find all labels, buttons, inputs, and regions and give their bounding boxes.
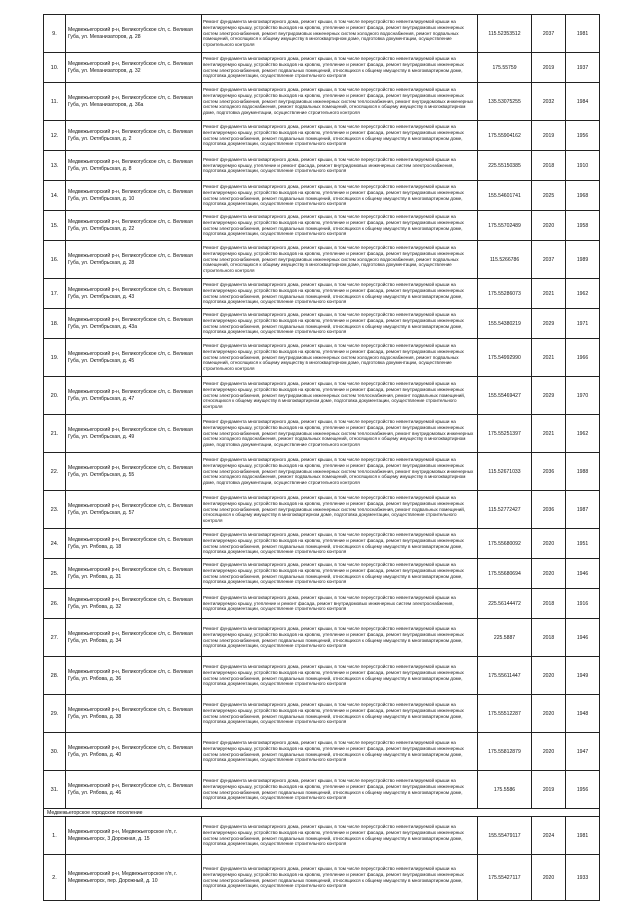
cost-value: 225.56144472 [478,589,532,619]
cost-value: 175.55512287 [478,695,532,733]
building-address: Медвежьегорский р-н, Великогубское с/п, с. Великая Губа, ул. Октябрьская, д. 55 [66,453,202,491]
section-row [44,809,600,817]
building-address: Медвежьегорский р-н, Великогубское с/п, с. Великая Губа, ул. Октябрьская, д. 49 [66,415,202,453]
row-number: 26. [44,589,66,619]
table-row [44,279,600,309]
build-year: 1948 [566,695,600,733]
repair-works: Ремонт фундамента многоквартирного дома, ремонт крыши, в том числе переустройство невентилируемой крыши на вентилируемую крышу, утепление и ремонт фасада, ремонт внутридомовых инженерных систем электроснабжения, подготовка документации, осуществление строительного контроля [202,589,478,619]
table-row [44,121,600,151]
cost-value: 175.55251397 [478,415,532,453]
table-row [44,377,600,415]
table-row [44,491,600,529]
cost-value: 225.5887 [478,619,532,657]
table-row [44,15,600,53]
build-year: 1981 [566,15,600,53]
table-row [44,771,600,809]
cost-value: 115.52353512 [478,15,532,53]
building-address: Медвежьегорский р-н, Великогубское с/п, с. Великая Губа, ул. Механизаторов, д. 32 [66,53,202,83]
row-number: 25. [44,559,66,589]
repair-works: Ремонт фундамента многоквартирного дома, ремонт крыши, в том числе переустройство невентилируемой крыши на вентилируемую крышу, устройство выходов на кровлю, утепление и ремонт фасада, ремонт внутридомовых инженерных систем электроснабжения, ремонт подвальных помещений, относящихся к общему имуществу в многоквартирном доме, подготовка документации, осуществление строительного контроля [202,817,478,855]
building-address: Медвежьегорский р-н, Великогубское с/п, с. Великая Губа, ул. Рябова, д. 32 [66,589,202,619]
row-number: 10. [44,53,66,83]
row-number: 2. [44,855,66,901]
building-address: Медвежьегорский р-н, Великогубское с/п, с. Великая Губа, ул. Октябрьская, д. 10 [66,181,202,211]
repair-works: Ремонт фундамента многоквартирного дома, ремонт крыши, в том числе переустройство невентилируемой крыши на вентилируемую крышу, устройство выходов на кровлю, утепление и ремонт фасада, ремонт внутридомовых инженерных систем электроснабжения, ремонт подвальных помещений, относящихся к общему имуществу в многоквартирном доме, подготовка документации, осуществление строительного контроля [202,657,478,695]
cost-value: 155.54380219 [478,309,532,339]
repair-year: 2032 [532,83,566,121]
building-address: Медвежьегорский р-н, Великогубское с/п, с. Великая Губа, ул. Механизаторов, д. 36а [66,83,202,121]
build-year: 1956 [566,121,600,151]
repair-year: 2021 [532,339,566,377]
cost-value: 135.53075255 [478,83,532,121]
build-year: 1910 [566,151,600,181]
row-number: 22. [44,453,66,491]
repair-year: 2029 [532,377,566,415]
build-year: 1946 [566,619,600,657]
table-row [44,855,600,901]
repair-year: 2019 [532,771,566,809]
building-address: Медвежьегорский р-н, Великогубское с/п, с. Великая Губа, ул. Октябрьская, д. 43а [66,309,202,339]
table-row [44,83,600,121]
build-year: 1968 [566,181,600,211]
build-year: 1916 [566,589,600,619]
table-row [44,181,600,211]
repair-works: Ремонт фундамента многоквартирного дома, ремонт крыши, в том числе переустройство невентилируемой крыши на вентилируемую крышу, устройство выходов на кровлю, утепление и ремонт фасада, ремонт внутридомовых инженерных систем электроснабжения, ремонт подвальных помещений, относящихся к общему имуществу в многоквартирном доме, подготовка документации, осуществление строительного контроля [202,53,478,83]
building-address: Медвежьегорский р-н, Медвежьегорское г/п, г. Медвежьегорск, пер. Дорожный, д. 10 [66,855,202,901]
build-year: 1971 [566,309,600,339]
build-year: 1988 [566,453,600,491]
table-row [44,309,600,339]
repair-works: Ремонт фундамента многоквартирного дома, ремонт крыши, в том числе переустройство невентилируемой крыши на вентилируемую крышу, устройство выходов на кровлю, утепление и ремонт фасада, ремонт внутридомовых инженерных систем электроснабжения, ремонт подвальных помещений, относящихся к общему имуществу в многоквартирном доме, подготовка документации, осуществление строительного контроля [202,121,478,151]
row-number: 31. [44,771,66,809]
repair-year: 2018 [532,589,566,619]
repair-year: 2037 [532,15,566,53]
table-row [44,619,600,657]
cost-value: 155.55479117 [478,817,532,855]
row-number: 28. [44,657,66,695]
row-number: 14. [44,181,66,211]
repair-works: Ремонт фундамента многоквартирного дома, ремонт крыши, в том числе переустройство невентилируемой крыши на вентилируемую крышу, устройство выходов на кровлю, утепление и ремонт фасада, ремонт внутридомовых инженерных систем электроснабжения, ремонт внутридомовых инженерных систем теплоснабжения, ремонт подвальных помещений, относящихся к общему имуществу в многоквартирном доме, подготовка документации, осуществление строительного контроля [202,377,478,415]
table-row [44,339,600,377]
cost-value: 175.55680694 [478,559,532,589]
table-row [44,657,600,695]
cost-value: 175.55427117 [478,855,532,901]
cost-value: 175.55286073 [478,279,532,309]
repair-year: 2020 [532,733,566,771]
row-number: 11. [44,83,66,121]
repair-works: Ремонт фундамента многоквартирного дома, ремонт крыши, в том числе переустройство невентилируемой крыши на вентилируемую крышу, устройство выходов на кровлю, утепление и ремонт фасада, ремонт внутридомовых инженерных систем электроснабжения, ремонт подвальных помещений, относящихся к общему имуществу в многоквартирном доме, подготовка документации, осуществление строительного контроля [202,279,478,309]
row-number: 9. [44,15,66,53]
repair-year: 2019 [532,121,566,151]
row-number: 15. [44,211,66,241]
repair-works: Ремонт фундамента многоквартирного дома, ремонт крыши, в том числе переустройство невентилируемой крыши на вентилируемую крышу, устройство выходов на кровлю, утепление и ремонт фасада, ремонт внутридомовых инженерных систем электроснабжения, ремонт подвальных помещений, относящихся к общему имуществу в многоквартирном доме, подготовка документации, осуществление строительного контроля [202,733,478,771]
row-number: 20. [44,377,66,415]
build-year: 1966 [566,339,600,377]
repair-year: 2025 [532,181,566,211]
row-number: 12. [44,121,66,151]
row-number: 18. [44,309,66,339]
repair-year: 2018 [532,151,566,181]
build-year: 1947 [566,733,600,771]
table-row [44,529,600,559]
cost-value: 175.55812879 [478,733,532,771]
table-row [44,241,600,279]
building-address: Медвежьегорский р-н, Великогубское с/п, с. Великая Губа, ул. Рябова, д. 36 [66,657,202,695]
building-address: Медвежьегорский р-н, Медвежьегорское г/п, г. Медвежьегорск, 3 Дорожная, д. 15 [66,817,202,855]
repair-year: 2020 [532,211,566,241]
capital-repair-table [43,14,600,901]
table-row [44,695,600,733]
repair-year: 2020 [532,529,566,559]
repair-year: 2037 [532,241,566,279]
build-year: 1946 [566,559,600,589]
repair-works: Ремонт фундамента многоквартирного дома, ремонт крыши, в том числе переустройство невентилируемой крыши на вентилируемую крышу, устройство выходов на кровлю, утепление и ремонт фасада, ремонт внутридомовых инженерных систем электроснабжения, ремонт подвальных помещений, относящихся к общему имуществу в многоквартирном доме, подготовка документации, осуществление строительного контроля [202,529,478,559]
building-address: Медвежьегорский р-н, Великогубское с/п, с. Великая Губа, ул. Октябрьская, д. 8 [66,151,202,181]
section-title: Медвежьегорское городское поселение [44,809,600,817]
row-number: 19. [44,339,66,377]
table-row [44,211,600,241]
repair-works: Ремонт фундамента многоквартирного дома, ремонт крыши, в том числе переустройство невентилируемой крыши на вентилируемую крышу, устройство выходов на кровлю, утепление и ремонт фасада, ремонт внутридомовых инженерных систем электроснабжения, ремонт внутридомовых инженерных систем холодного водоснабжения, ремонт подвальных помещений, относящихся к общему имуществу в многоквартирном доме, подготовка документации, осуществление строительного контроля [202,339,478,377]
cost-value: 225.55150385 [478,151,532,181]
repair-works: Ремонт фундамента многоквартирного дома, ремонт крыши, в том числе переустройство невентилируемой крыши на вентилируемую крышу, устройство выходов на кровлю, утепление и ремонт фасада, ремонт внутридомовых инженерных систем электроснабжения, ремонт внутридомовых инженерных систем теплоснабжения, ремонт внутридомовых инженерных систем холодного водоснабжения, ремонт подвальных помещений, относящихся к общему имуществу в многоквартирном доме, подготовка документации, осуществление строительного контроля [202,453,478,491]
repair-year: 2020 [532,559,566,589]
repair-works: Ремонт фундамента многоквартирного дома, ремонт крыши, в том числе переустройство невентилируемой крыши на вентилируемую крышу, устройство выходов на кровлю, утепление и ремонт фасада, ремонт внутридомовых инженерных систем электроснабжения, ремонт подвальных помещений, относящихся к общему имуществу в многоквартирном доме, подготовка документации, осуществление строительного контроля [202,309,478,339]
table-row [44,453,600,491]
table-row [44,733,600,771]
building-address: Медвежьегорский р-н, Великогубское с/п, с. Великая Губа, ул. Рябова, д. 34 [66,619,202,657]
row-number: 29. [44,695,66,733]
build-year: 1984 [566,83,600,121]
repair-works: Ремонт фундамента многоквартирного дома, ремонт крыши, в том числе переустройство невентилируемой крыши на вентилируемую крышу, устройство выходов на кровлю, утепление и ремонт фасада, ремонт внутридомовых инженерных систем электроснабжения, ремонт подвальных помещений, относящихся к общему имуществу в многоквартирном доме, подготовка документации, осуществление строительного контроля [202,771,478,809]
document-sheet [43,14,599,901]
build-year: 1981 [566,817,600,855]
building-address: Медвежьегорский р-н, Великогубское с/п, с. Великая Губа, ул. Рябова, д. 18 [66,529,202,559]
repair-works: Ремонт фундамента многоквартирного дома, ремонт крыши, в том числе переустройство невентилируемой крыши на вентилируемую крышу, устройство выходов на кровлю, утепление и ремонт фасада, ремонт внутридомовых инженерных систем электроснабжения, ремонт подвальных помещений, относящихся к общему имуществу в многоквартирном доме, подготовка документации, осуществление строительного контроля [202,855,478,901]
repair-year: 2024 [532,817,566,855]
repair-year: 2020 [532,855,566,901]
row-number: 13. [44,151,66,181]
cost-value: 175.54992990 [478,339,532,377]
build-year: 1933 [566,855,600,901]
building-address: Медвежьегорский р-н, Великогубское с/п, с. Великая Губа, ул. Октябрьская, д. 45 [66,339,202,377]
repair-works: Ремонт фундамента многоквартирного дома, ремонт крыши, в том числе переустройство невентилируемой крыши на вентилируемую крышу, устройство выходов на кровлю, утепление и ремонт фасада, ремонт внутридомовых инженерных систем электроснабжения, ремонт подвальных помещений, относящихся к общему имуществу в многоквартирном доме, подготовка документации, осуществление строительного контроля [202,211,478,241]
build-year: 1951 [566,529,600,559]
repair-works: Ремонт фундамента многоквартирного дома, ремонт крыши, в том числе переустройство невентилируемой крыши на вентилируемую крышу, устройство выходов на кровлю, утепление и ремонт фасада, ремонт внутридомовых инженерных систем электроснабжения, ремонт подвальных помещений, относящихся к общему имуществу в многоквартирном доме, подготовка документации, осуществление строительного контроля [202,695,478,733]
repair-year: 2021 [532,279,566,309]
cost-value: 115.52772427 [478,491,532,529]
building-address: Медвежьегорский р-н, Великогубское с/п, с. Великая Губа, ул. Октябрьская, д. 57 [66,491,202,529]
cost-value: 115.52671033 [478,453,532,491]
table-row [44,53,600,83]
table-row [44,817,600,855]
cost-value: 175.55759 [478,53,532,83]
repair-year: 2029 [532,309,566,339]
row-number: 17. [44,279,66,309]
table-body [44,15,600,901]
row-number: 27. [44,619,66,657]
building-address: Медвежьегорский р-н, Великогубское с/п, с. Великая Губа, ул. Рябова, д. 31 [66,559,202,589]
repair-works: Ремонт фундамента многоквартирного дома, ремонт крыши, в том числе переустройство невентилируемой крыши на вентилируемую крышу, устройство выходов на кровлю, утепление и ремонт фасада, ремонт внутридомовых инженерных систем электроснабжения, ремонт внутридомовых инженерных систем теплоснабжения, ремонт внутридомовых инженерных систем холодного водоснабжения, ремонт подвальных помещений, относящихся к общему имуществу в многоквартирном доме, подготовка документации, осуществление строительного контроля [202,83,478,121]
building-address: Медвежьегорский р-н, Великогубское с/п, с. Великая Губа, ул. Октябрьская, д. 47 [66,377,202,415]
building-address: Медвежьегорский р-н, Великогубское с/п, с. Великая Губа, ул. Рябова, д. 38 [66,695,202,733]
repair-year: 2020 [532,657,566,695]
building-address: Медвежьегорский р-н, Великогубское с/п, с. Великая Губа, ул. Октябрьская, д. 28 [66,241,202,279]
build-year: 1989 [566,241,600,279]
build-year: 1962 [566,415,600,453]
cost-value: 175.55904162 [478,121,532,151]
repair-year: 2020 [532,695,566,733]
repair-works: Ремонт фундамента многоквартирного дома, ремонт крыши, в том числе переустройство невентилируемой крыши на вентилируемую крышу, устройство выходов на кровлю, утепление и ремонт фасада, ремонт внутридомовых инженерных систем электроснабжения, ремонт внутридомовых инженерных систем холодного водоснабжения, ремонт подвальных помещений, относящихся к общему имуществу в многоквартирном доме, подготовка документации, осуществление строительного контроля [202,241,478,279]
repair-works: Ремонт фундамента многоквартирного дома, ремонт крыши, в том числе переустройство невентилируемой крыши на вентилируемую крышу, устройство выходов на кровлю, утепление и ремонт фасада, ремонт внутридомовых инженерных систем электроснабжения, ремонт подвальных помещений, относящихся к общему имуществу в многоквартирном доме, подготовка документации, осуществление строительного контроля [202,619,478,657]
repair-works: Ремонт фундамента многоквартирного дома, ремонт крыши, в том числе переустройство невентилируемой крыши на вентилируемую крышу, устройство выходов на кровлю, утепление и ремонт фасада, ремонт внутридомовых инженерных систем электроснабжения, ремонт подвальных помещений, относящихся к общему имуществу в многоквартирном доме, подготовка документации, осуществление строительного контроля [202,181,478,211]
repair-year: 2021 [532,415,566,453]
build-year: 1987 [566,491,600,529]
repair-year: 2036 [532,491,566,529]
cost-value: 155.55469427 [478,377,532,415]
repair-year: 2019 [532,53,566,83]
row-number: 23. [44,491,66,529]
row-number: 30. [44,733,66,771]
building-address: Медвежьегорский р-н, Великогубское с/п, с. Великая Губа, ул. Механизаторов, д. 28 [66,15,202,53]
repair-works: Ремонт фундамента многоквартирного дома, ремонт крыши, в том числе переустройство невентилируемой крыши на вентилируемую крышу, устройство выходов на кровлю, утепление и ремонт фасада, ремонт внутридомовых инженерных систем электроснабжения, ремонт внутридомовых инженерных систем теплоснабжения, ремонт подвальных помещений, относящихся к общему имуществу в многоквартирном доме, подготовка документации, осуществление строительного контроля [202,491,478,529]
cost-value: 115.5266786 [478,241,532,279]
repair-year: 2018 [532,619,566,657]
building-address: Медвежьегорский р-н, Великогубское с/п, с. Великая Губа, ул. Октябрьская, д. 2 [66,121,202,151]
table-row [44,559,600,589]
repair-works: Ремонт фундамента многоквартирного дома, ремонт крыши, в том числе переустройство невентилируемой крыши на вентилируемую крышу, устройство выходов на кровлю, утепление и ремонт фасада, ремонт внутридомовых инженерных систем электроснабжения, ремонт внутридомовых инженерных систем теплоснабжения, ремонт внутридомовых инженерных систем холодного водоснабжения, ремонт подвальных помещений, относящихся к общему имуществу в многоквартирном доме, подготовка документации, осуществление строительного контроля [202,415,478,453]
row-number: 16. [44,241,66,279]
cost-value: 175.55702489 [478,211,532,241]
building-address: Медвежьегорский р-н, Великогубское с/п, с. Великая Губа, ул. Рябова, д. 46 [66,771,202,809]
building-address: Медвежьегорский р-н, Великогубское с/п, с. Великая Губа, ул. Рябова, д. 40 [66,733,202,771]
cost-value: 175.55680092 [478,529,532,559]
cost-value: 175.5586 [478,771,532,809]
table-row [44,415,600,453]
row-number: 24. [44,529,66,559]
repair-works: Ремонт фундамента многоквартирного дома, ремонт крыши, в том числе переустройство невентилируемой крыши на вентилируемую крышу, утепление и ремонт фасада, ремонт внутридомовых инженерных систем электроснабжения, подготовка документации, осуществление строительного контроля [202,151,478,181]
cost-value: 155.54601741 [478,181,532,211]
cost-value: 175.55611447 [478,657,532,695]
repair-year: 2036 [532,453,566,491]
build-year: 1970 [566,377,600,415]
build-year: 1949 [566,657,600,695]
build-year: 1958 [566,211,600,241]
row-number: 1. [44,817,66,855]
repair-works: Ремонт фундамента многоквартирного дома, ремонт крыши, в том числе переустройство невентилируемой крыши на вентилируемую крышу, устройство выходов на кровлю, утепление и ремонт фасада, ремонт внутридомовых инженерных систем электроснабжения, ремонт подвальных помещений, относящихся к общему имуществу в многоквартирном доме, подготовка документации, осуществление строительного контроля [202,559,478,589]
building-address: Медвежьегорский р-н, Великогубское с/п, с. Великая Губа, ул. Октябрьская, д. 22 [66,211,202,241]
building-address: Медвежьегорский р-н, Великогубское с/п, с. Великая Губа, ул. Октябрьская, д. 43 [66,279,202,309]
table-row [44,589,600,619]
build-year: 1956 [566,771,600,809]
build-year: 1937 [566,53,600,83]
row-number: 21. [44,415,66,453]
table-row [44,151,600,181]
repair-works: Ремонт фундамента многоквартирного дома, ремонт крыши, в том числе переустройство невентилируемой крыши на вентилируемую крышу, устройство выходов на кровлю, утепление и ремонт фасада, ремонт внутридомовых инженерных систем электроснабжения, ремонт внутридомовых инженерных систем холодного водоснабжения, ремонт подвальных помещений, относящихся к общему имуществу в многоквартирном доме, подготовка документации, осуществление строительного контроля [202,15,478,53]
build-year: 1962 [566,279,600,309]
